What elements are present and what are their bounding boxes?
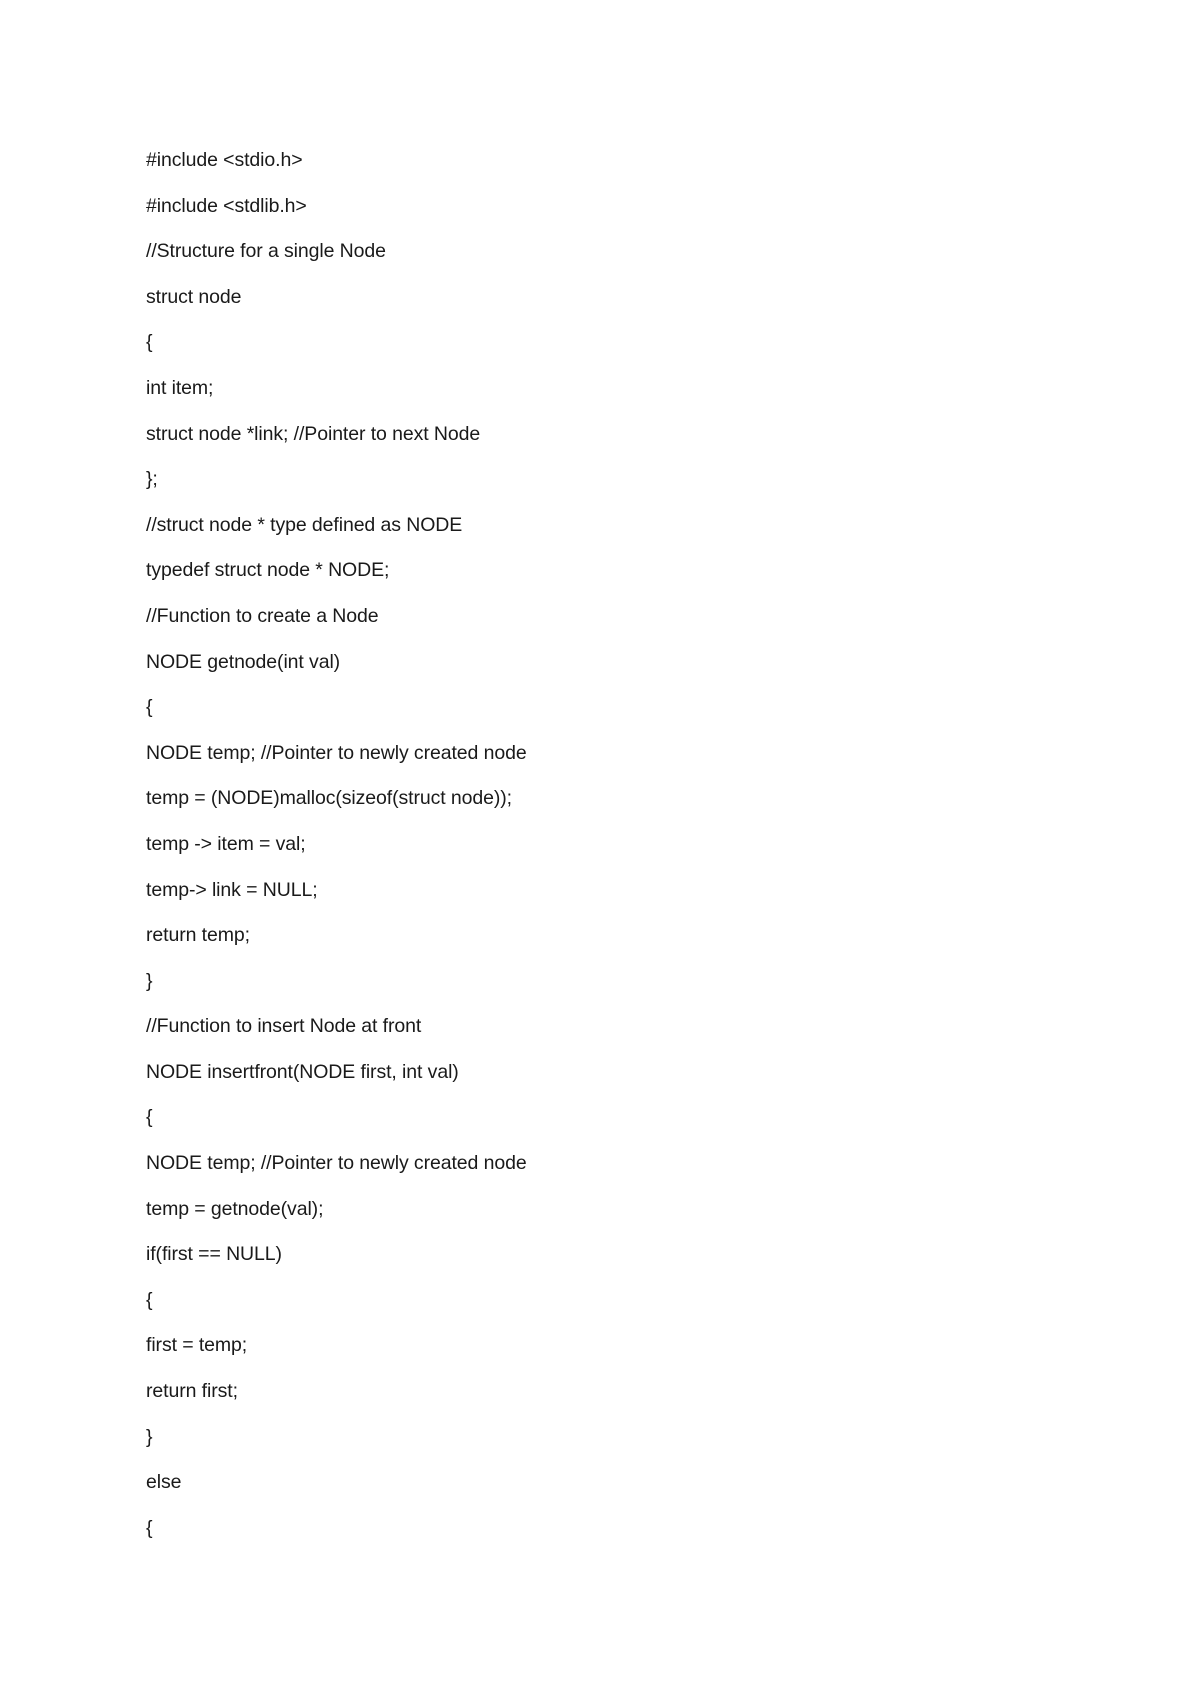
code-line: { (146, 1106, 153, 1129)
code-line: { (146, 1288, 153, 1311)
code-line: int item; (146, 376, 214, 399)
code-line: temp-> link = NULL; (146, 878, 318, 901)
code-text-block (146, 146, 527, 1559)
code-line: } (146, 969, 153, 992)
code-line: struct node (146, 285, 242, 308)
code-line: } (146, 1425, 153, 1448)
code-line: #include <stdlib.h> (146, 194, 307, 217)
code-line: #include <stdio.h> (146, 149, 303, 171)
code-line: struct node *link; //Pointer to next Node (146, 422, 481, 445)
code-line: first = temp; (146, 1334, 248, 1357)
code-line: else (146, 1471, 182, 1494)
code-line: NODE getnode(int val) (146, 650, 341, 673)
code-line: NODE insertfront(NODE first, int val) (146, 1060, 459, 1083)
code-line: { (146, 1516, 153, 1539)
code-line: temp = getnode(val); (146, 1197, 324, 1220)
code-line: temp = (NODE)malloc(sizeof(struct node)); (146, 787, 512, 810)
code-line: return temp; (146, 924, 250, 947)
code-line: typedef struct node * NODE; (146, 559, 390, 582)
code-line: //struct node * type defined as NODE (146, 513, 463, 536)
code-line: NODE temp; //Pointer to newly created node (146, 741, 527, 764)
code-line: { (146, 331, 153, 354)
code-line: temp -> item = val; (146, 832, 306, 855)
code-line: { (146, 696, 153, 719)
code-line: return first; (146, 1380, 238, 1403)
code-line: NODE temp; //Pointer to newly created node (146, 1152, 527, 1175)
code-line: //Structure for a single Node (146, 240, 386, 263)
code-line: //Function to insert Node at front (146, 1015, 422, 1038)
code-line: if(first == NULL) (146, 1243, 282, 1266)
code-line: }; (146, 468, 158, 491)
code-line: //Function to create a Node (146, 604, 379, 627)
